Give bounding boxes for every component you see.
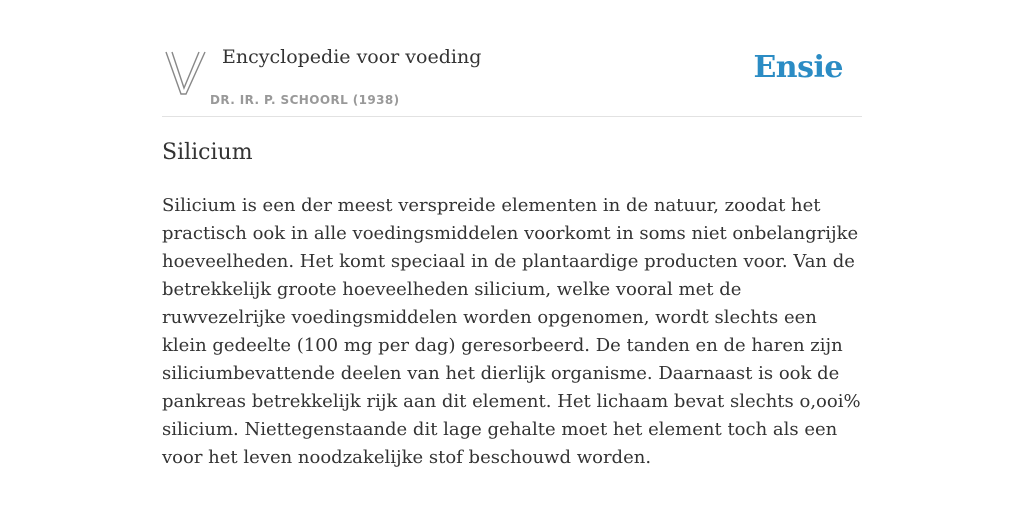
- page: [162, 0, 862, 468]
- v-logo-icon[interactable]: [165, 48, 207, 96]
- encyclopedia-title[interactable]: Encyclopedie voor voeding: [222, 46, 482, 68]
- page-header: [162, 0, 862, 117]
- author-credit: DR. IR. P. SCHOORL (1938): [210, 93, 400, 107]
- page-title: Silicium: [162, 140, 253, 165]
- brand-logo[interactable]: Ensie: [753, 50, 843, 85]
- entry-body: Silicium is een der meest verspreide elementen in de natuur, zoodat het practisch ook in alle voedingsmiddelen voorkomt in soms niet onbelangrijke hoeveelheden. Het komt speciaal in de plantaardige producten voor. Van de betrekkelijk groote hoeveelheden silicium, welke vooral met de ruwvezelrijke voedingsmiddelen worden opgenomen, wordt slechts een klein gedeelte (100 mg per dag) geresorbeerd. De tanden en de haren zijn siliciumbevattende deelen van het dierlijk organisme. Daarnaast is ook de pankreas betrekkelijk rijk aan dit element. Het lichaam bevat slechts o,ooi% silicium. Niettegenstaande dit lage gehalte moet het element toch als een voor het leven noodzakelijke stof beschouwd worden.: [162, 195, 861, 468]
